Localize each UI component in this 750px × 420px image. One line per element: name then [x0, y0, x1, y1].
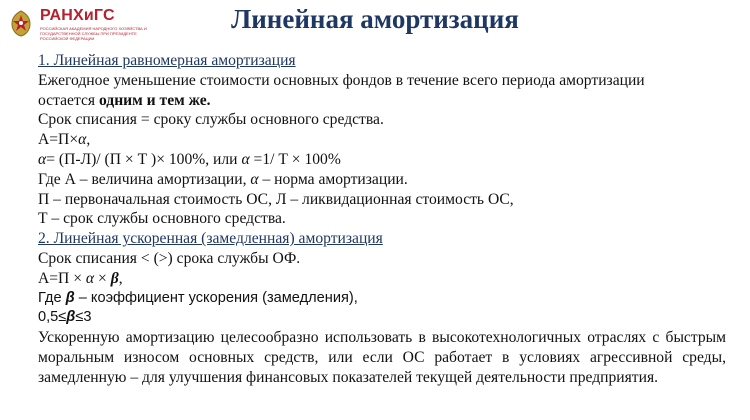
section1-formula1 — [38, 130, 726, 150]
section2-paragraph: Ускоренную амортизацию целесообразно использовать в высокотехнологичных отраслях с быстрым моральным износом основных средств, или если ОС работает в условиях агрессивной среды, замедленную – для улучшения финансовых показателей текущей деятельности предприятия. — [38, 329, 726, 386]
range-pre: 0,5≤ — [38, 309, 67, 326]
f2-mid: = (П-Л)/ (П × Т )× 100%, или — [46, 150, 242, 168]
where1-alpha: α — [250, 170, 259, 188]
s2f1-end: , — [118, 269, 123, 287]
slide-title: Линейная амортизация — [231, 4, 519, 34]
range-post: ≤3 — [75, 309, 92, 326]
desc2-text: остается — [38, 91, 99, 109]
range-beta: β — [66, 309, 76, 326]
section1-term: Срок списания = сроку службы основного средства. — [38, 111, 384, 129]
section1-where1 — [38, 170, 726, 190]
section2-heading: 2. Линейная ускоренная (замедленная) амортизация — [38, 230, 383, 248]
section2-term: Срок списания < (>) срока службы ОФ. — [38, 249, 301, 267]
f2-end: =1/ Т × 100% — [249, 150, 341, 168]
s2where-beta: β — [65, 289, 75, 306]
where1-pre: Где А – величина амортизации, — [38, 170, 251, 188]
section1-heading: 1. Линейная равномерная амортизация — [38, 52, 296, 69]
section2-where — [38, 289, 726, 309]
f1-end: , — [86, 131, 91, 149]
s2where-post: – коэффициент ускорения (замедления), — [74, 289, 358, 306]
section1-desc-line2 — [38, 91, 726, 111]
logo-name: РАНХиГС — [40, 7, 115, 24]
section2-formula1 — [38, 269, 726, 289]
section1-where3: Т – срок службы основного средства. — [38, 210, 286, 228]
section2-range — [38, 308, 726, 328]
s2f1-alpha: α — [85, 269, 95, 287]
section1-where2: П – первоначальная стоимость ОС, Л – ликвидационная стоимость ОС, — [38, 190, 514, 208]
s2f1-beta: β — [110, 269, 119, 287]
s2where-pre: Где — [38, 289, 66, 306]
logo-subtitle: РОССИЙСКАЯ АКАДЕМИЯ НАРОДНОГО ХОЗЯЙСТВА И ГОСУДАРСТВЕННОЙ СЛУЖБЫ ПРИ ПРЕЗИДЕНТЕ РОССИЙСКОЙ ФЕДЕРАЦИИ — [40, 26, 147, 41]
s2f1-pre: А=П × — [38, 269, 86, 287]
where1-post: – норма амортизации. — [258, 170, 408, 188]
f1-alpha: α — [78, 131, 87, 149]
slide-content — [38, 51, 726, 388]
f2-alpha2: α — [241, 150, 250, 168]
f1-a: А=П× — [38, 131, 79, 149]
section1-formula2 — [38, 150, 726, 170]
f2-alpha: α — [38, 150, 47, 168]
section1-desc-line1: Ежегодное уменьшение стоимости основных фондов в течение всего периода амортизации — [38, 71, 645, 89]
s2f1-mid: × — [94, 269, 111, 287]
desc2-bold: одним и тем же. — [98, 91, 211, 109]
